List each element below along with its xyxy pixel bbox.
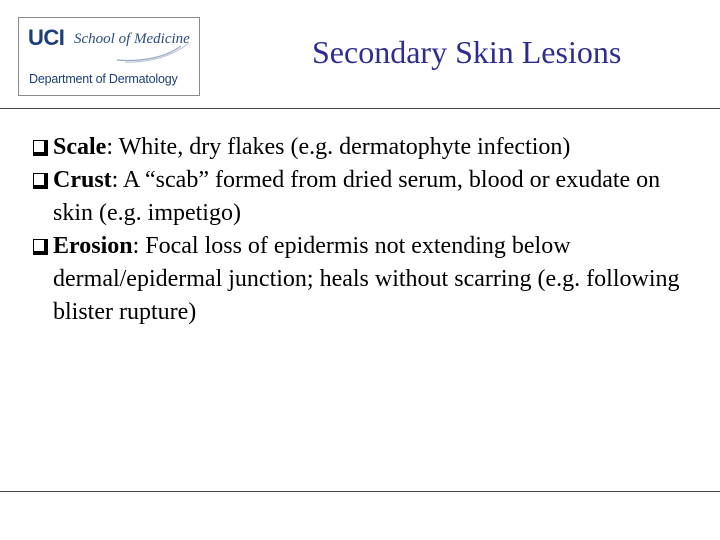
top-divider	[0, 108, 720, 109]
checkbox-bullet-icon	[33, 239, 48, 255]
bullet-text: : A “scab” formed from dried serum, blood or exudate on skin (e.g. impetigo)	[53, 167, 661, 226]
logo-uci-text: UCI	[28, 25, 65, 50]
bullet-text: : White, dry flakes (e.g. dermatophyte infection)	[106, 134, 571, 160]
bottom-divider	[0, 491, 720, 492]
bullet-term: Scale	[53, 134, 107, 160]
bullet-item-scale	[0, 131, 700, 164]
bullet-term: Erosion	[53, 233, 133, 259]
bullet-list	[0, 131, 700, 329]
uci-logo	[18, 17, 200, 96]
checkbox-bullet-icon	[33, 140, 48, 156]
bullet-term: Crust	[53, 167, 112, 193]
bullet-item-erosion	[0, 230, 700, 329]
bullet-text: : Focal loss of epidermis not extending below dermal/epidermal junction; heals without scarring (e.g. following blister rupture)	[53, 233, 680, 325]
slide-title: Secondary Skin Lesions	[312, 34, 622, 70]
logo-swoosh-icon	[115, 40, 195, 64]
logo-school-text: School of Medicine	[74, 31, 190, 47]
bullet-item-crust	[0, 164, 700, 230]
checkbox-bullet-icon	[33, 173, 48, 189]
logo-department-text: Department of Dermatology	[29, 72, 178, 86]
